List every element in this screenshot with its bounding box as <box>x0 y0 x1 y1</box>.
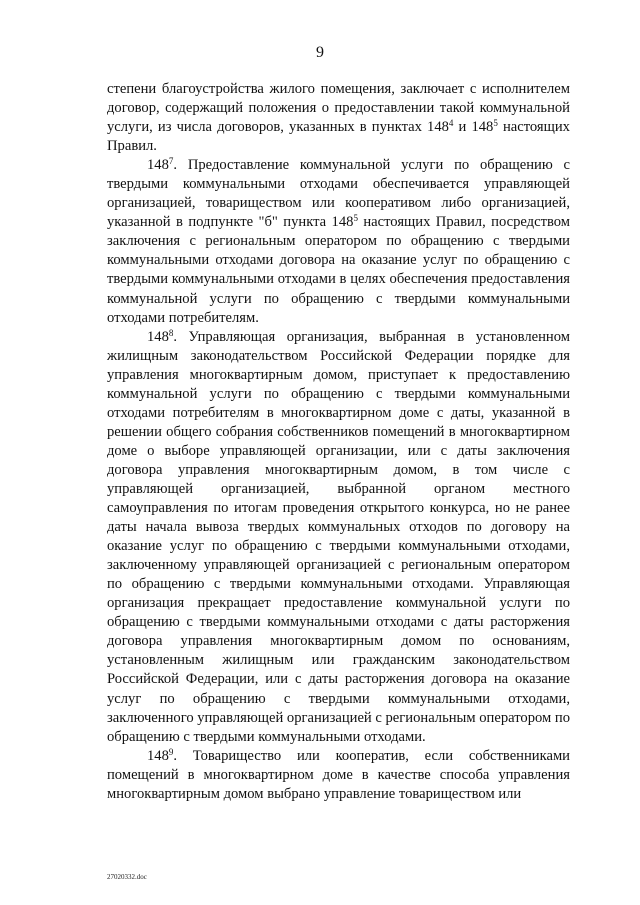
document-file-code: 27020332.doc <box>107 873 147 881</box>
text-segment: 148 <box>147 157 169 174</box>
paragraph-continuation <box>107 80 570 156</box>
text-segment: настоящих Правил. <box>107 119 570 155</box>
text-segment: . Предоставление коммунальной услуги по обращению с твердыми коммунальными отходами обеспечивается управляющей организацией, товариществом или кооперативом либо организацией, указанной в подпункте "б" пункта 148 <box>107 157 570 231</box>
text-segment: и 148 <box>453 119 494 136</box>
paragraph-148-9 <box>107 747 570 804</box>
superscript: 4 <box>448 118 454 129</box>
text-segment: 148 <box>147 328 169 345</box>
text-segment: степени благоустройства жилого помещения, заключает с исполнителем договор, содержащий положения о предоставлении такой коммунальной услуги, из числа договоров, указанных в пунктах 148 <box>107 81 570 136</box>
text-segment: . Товарищество или кооператив, если собственниками помещений в многоквартирном доме в качестве способа управления многоквартирным домом выбрано управление товариществом или <box>107 747 570 802</box>
text-segment: 148 <box>147 747 169 764</box>
text-segment: . Управляющая организация, выбранная в установленном жилищным законодательством Российской Федерации порядке для управления многоквартирным домом, приступает к предоставлению коммунальной услуги по обращению с твердыми коммунальными отходами потребителям в многоквартирном доме с даты, указанной в решении общего собрания собственников помещений в многоквартирном доме о выборе управляющей организации, или с даты заключения договора управления многоквартирным домом, в том числе с управляющей организацией, выбранной органом местного самоуправления по итогам проведения открытого конкурса, но не ранее даты начала вывоза твердых коммунальных отходов по договору на оказание услуг по обращению с твердыми коммунальными отходами, заключенному управляющей организацией с региональным оператором по обращению с твердыми коммунальными отходами. Управляющая организация прекращает предоставление коммунальной услуги по обращению с твердыми коммунальными отходами с даты расторжения договора управления многоквартирным домом по основаниям, установленным жилищным или гражданским законодательством Российской Федерации, или с даты расторжения договора на оказание услуг по обращению с твердыми коммунальными отходами, заключенного управляющей организацией с региональным оператором по обращению с твердыми коммунальными отходами. <box>107 328 571 745</box>
document-body <box>107 80 570 804</box>
page-number: 9 <box>316 44 324 61</box>
superscript: 5 <box>353 213 358 224</box>
superscript: 7 <box>168 156 174 167</box>
superscript: 5 <box>493 118 498 129</box>
text-segment: настоящих Правил, посредством заключения с региональным оператором по обращению с твердыми коммунальными отходами договора на оказание услуг по обращению с твердыми коммунальными отходами в целях обеспечения предоставления коммунальной услуги по обращению с твердыми коммунальными отходами потребителям. <box>107 214 570 326</box>
paragraph-148-8 <box>107 328 570 747</box>
paragraph-148-7 <box>107 156 570 327</box>
superscript: 9 <box>168 746 174 757</box>
superscript: 8 <box>168 327 174 338</box>
